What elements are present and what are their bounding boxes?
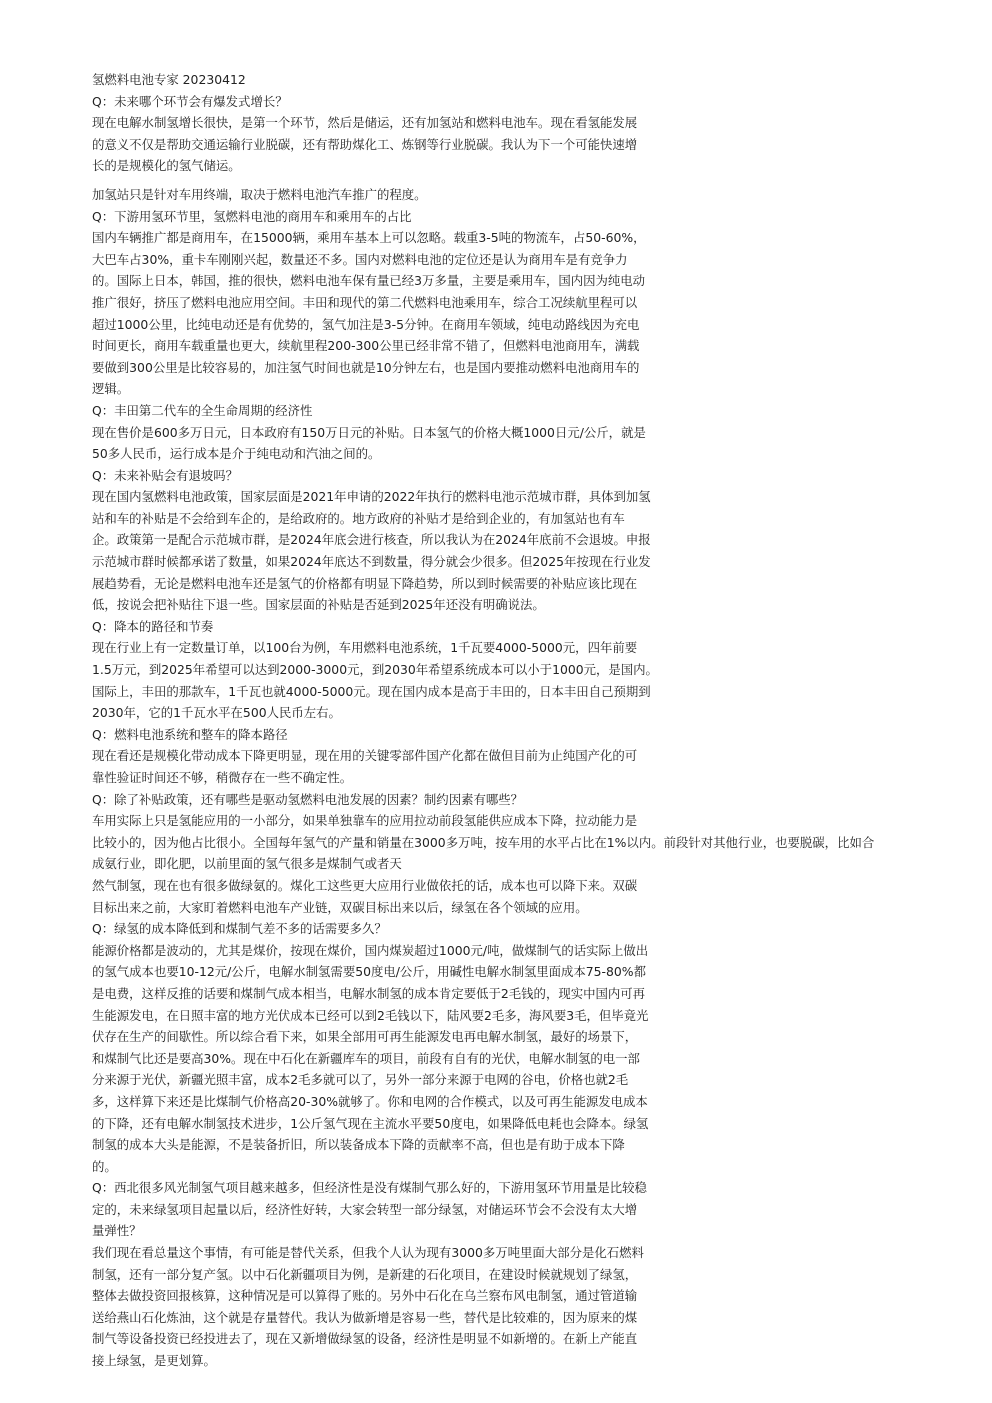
- text-line: 能源价格都是波动的，尤其是煤价，按现在煤价，国内煤炭超过1000元/吨，做煤制气的话实际上做出: [92, 942, 649, 958]
- text-line: 示范城市群时候都承诺了数量，如果2024年底达不到数量，得分就会少很多。但2025年按现在行业发: [92, 554, 651, 570]
- text-line: 成氨行业，即化肥，以前里面的氢气很多是煤制气或者天: [92, 856, 402, 872]
- text-line: 现在行业上有一定数量订单，以100台为例，车用燃料电池系统，1千瓦要4000-5000元，四年前要: [92, 640, 638, 656]
- text-line: 推广很好，挤压了燃料电池应用空间。丰田和现代的第二代燃料电池乘用车，综合工况续航里程可以: [92, 294, 638, 310]
- text-line: 站和车的补贴是不会给到车企的，是给政府的。地方政府的补贴才是给到企业的，有加氢站也有车: [92, 510, 625, 526]
- question-line: Q：未来补贴会有退坡吗？: [92, 467, 239, 483]
- text-line: 制氢的成本大头是能源，不是装备折旧，所以装备成本下降的贡献率不高，但也是有助于成本下降: [92, 1137, 625, 1153]
- text-line: 的意义不仅是帮助交通运输行业脱碳，还有帮助煤化工、炼钢等行业脱碳。我认为下一个可能快速增: [92, 136, 638, 152]
- text-line: 现在国内氢燃料电池政策，国家层面是2021年申请的2022年执行的燃料电池示范城市群，具体到加氢: [92, 489, 651, 505]
- text-line: 是电费，这样反推的话要和煤制气成本相当，电解水制氢的成本肯定要低于2毛钱的，现实中国内可再: [92, 985, 646, 1001]
- text-line: 国内车辆推广都是商用车，在15000辆，乘用车基本上可以忽略。载重3-5吨的物流车，占50-60%，: [92, 230, 646, 246]
- text-line: 展趋势看，无论是燃料电池车还是氢气的价格都有明显下降趋势，所以到时候需要的补贴应该比现在: [92, 575, 638, 591]
- text-line: 的氢气成本也要10-12元/公斤，电解水制氢需要50度电/公斤，用碱性电解水制氢里面成本75-80%都: [92, 964, 646, 980]
- text-line: 车用实际上只是氢能应用的一小部分，如果单独靠车的应用拉动前段氢能供应成本下降，拉动能力是: [92, 813, 638, 829]
- text-line: 伏存在生产的间歇性。所以综合看下来，如果全部用可再生能源发电再电解水制氢，最好的场景下，: [92, 1029, 638, 1045]
- text-line: 的。: [92, 1158, 117, 1174]
- text-line: 我们现在看总量这个事情，有可能是替代关系，但我个人认为现有3000多万吨里面大部分是化石燃料: [92, 1245, 644, 1261]
- question-line: Q：下游用氢环节里，氢燃料电池的商用车和乘用车的占比: [92, 208, 412, 224]
- text-line: 分来源于光伏，新疆光照丰富，成本2毛多就可以了，另外一部分来源于电网的谷电，价格也就2毛: [92, 1072, 629, 1088]
- text-line: 加氢站只是针对车用终端，取决于燃料电池汽车推广的程度。: [92, 186, 427, 202]
- text-line: 比较小的，因为他占比很小。全国每年氢气的产量和销量在3000多万吨，按车用的水平占比在1%以内。前段针对其他行业，也要脱碳，比如合: [92, 834, 875, 850]
- question-line: Q：丰田第二代车的全生命周期的经济性: [92, 402, 313, 418]
- text-line: 50多人民币，运行成本是介于纯电动和汽油之间的。: [92, 446, 381, 462]
- text-line: 低，按说会把补贴往下退一些。国家层面的补贴是否延到2025年还没有明确说法。: [92, 597, 545, 613]
- text-line: 生能源发电，在日照丰富的地方光伏成本已经可以到2毛钱以下，陆风要2毛多，海风要3毛，但毕竟光: [92, 1007, 649, 1023]
- text-line: 超过1000公里，比纯电动还是有优势的，氢气加注是3-5分钟。在商用车领域，纯电动路线因为充电: [92, 316, 640, 332]
- text-line: 的。国际上日本，韩国，推的很快，燃料电池车保有量已经3万多量，主要是乘用车，国内因为纯电动: [92, 273, 646, 289]
- question-line: Q：除了补贴政策，还有哪些是驱动氢燃料电池发展的因素？制约因素有哪些？: [92, 791, 524, 807]
- text-line: 要做到300公里是比较容易的，加注氢气时间也就是10分钟左右，也是国内要推动燃料电池商用车的: [92, 359, 640, 375]
- text-line: 和煤制气比还是要高30%。现在中石化在新疆库车的项目，前段有自有的光伏，电解水制氢的电一部: [92, 1050, 640, 1066]
- question-line: Q：降本的路径和节奏: [92, 618, 214, 634]
- text-line: 大巴车占30%，重卡车刚刚兴起，数量还不多。国内对燃料电池的定位还是认为商用车是有竞争力: [92, 251, 628, 267]
- text-line: 制气等设备投资已经投进去了，现在又新增做绿氢的设备，经济性是明显不如新增的。在新上产能直: [92, 1331, 638, 1347]
- document-title: 氢燃料电池专家 20230412: [92, 72, 246, 87]
- text-line: 时间更长，商用车载重量也更大，续航里程200-300公里已经非常不错了，但燃料电池商用车，满载: [92, 338, 640, 354]
- text-line: 现在电解水制氢增长很快，是第一个环节，然后是储运，还有加氢站和燃料电池车。现在看氢能发展: [92, 115, 638, 131]
- text-line: 接上绿氢，是更划算。: [92, 1353, 216, 1369]
- text-line: 多，这样算下来还是比煤制气价格高20-30%就够了。你和电网的合作模式，以及可再生能源发电成本: [92, 1093, 648, 1109]
- text-line: 送给燕山石化炼油，这个就是存量替代。我认为做新增是容易一些，替代是比较难的，因为原来的煤: [92, 1309, 638, 1325]
- question-line: Q：西北很多风光制氢气项目越来越多，但经济性是没有煤制气那么好的，下游用氢环节用量是比较稳: [92, 1180, 647, 1196]
- text-line: 企。政策第一是配合示范城市群，是2024年底会进行核查，所以我认为在2024年底前不会退坡。申报: [92, 532, 651, 548]
- text-line: 靠性验证时间还不够，稍微存在一些不确定性。: [92, 770, 353, 785]
- text-line: 量弹性？: [92, 1223, 142, 1239]
- text-line: 的下降，还有电解水制氢技术进步，1公斤氢气现在主流水平要50度电，如果降低电耗也会降本。绿氢: [92, 1115, 649, 1131]
- text-line: 然气制氢，现在也有很多做绿氨的。煤化工这些更大应用行业做依托的话，成本也可以降下来。双碳: [92, 877, 638, 893]
- text-line: 定的，未来绿氢项目起量以后，经济性好转，大家会转型一部分绿氢，对储运环节会不会没有太大增: [92, 1201, 638, 1217]
- text-line: 现在看还是规模化带动成本下降更明显，现在用的关键零部件国产化都在做但目前为止纯国产化的可: [92, 748, 638, 764]
- text-line: 制氢，还有一部分复产氢。以中石化新疆项目为例，是新建的石化项目，在建设时候就规划了绿氢，: [92, 1266, 638, 1282]
- text-line: 整体去做投资回报核算，这种情况是可以算得了账的。另外中石化在乌兰察布风电制氢，通过管道输: [92, 1288, 638, 1304]
- text-line: 国际上，丰田的那款车，1千瓦也就4000-5000元。现在国内成本是高于丰田的，日本丰田自己预期到: [92, 683, 651, 699]
- text-line: 1.5万元，到2025年希望可以达到2000-3000元，到2030年希望系统成本可以小于1000元，是国内。: [92, 662, 658, 678]
- question-line: Q：未来哪个环节会有爆发式增长？: [92, 93, 288, 109]
- question-line: Q：绿氢的成本降低到和煤制气差不多的话需要多久？: [92, 921, 387, 937]
- text-line: 长的是规模化的氢气储运。: [92, 158, 241, 174]
- text-line: 逻辑。: [92, 381, 130, 397]
- text-line: 2030年，它的1千瓦水平在500人民币左右。: [92, 705, 341, 721]
- paragraph-gap: [92, 177, 992, 184]
- question-line: Q：燃料电池系统和整车的降本路径: [92, 726, 288, 742]
- document-body: [92, 91, 992, 1372]
- text-line: 现在售价是600多万日元，日本政府有150万日元的补贴。日本氢气的价格大概1000日元/公斤，就是: [92, 424, 646, 440]
- text-line: 目标出来之前，大家盯着燃料电池车产业链，双碳目标出来以后，绿氢在各个领域的应用。: [92, 899, 588, 915]
